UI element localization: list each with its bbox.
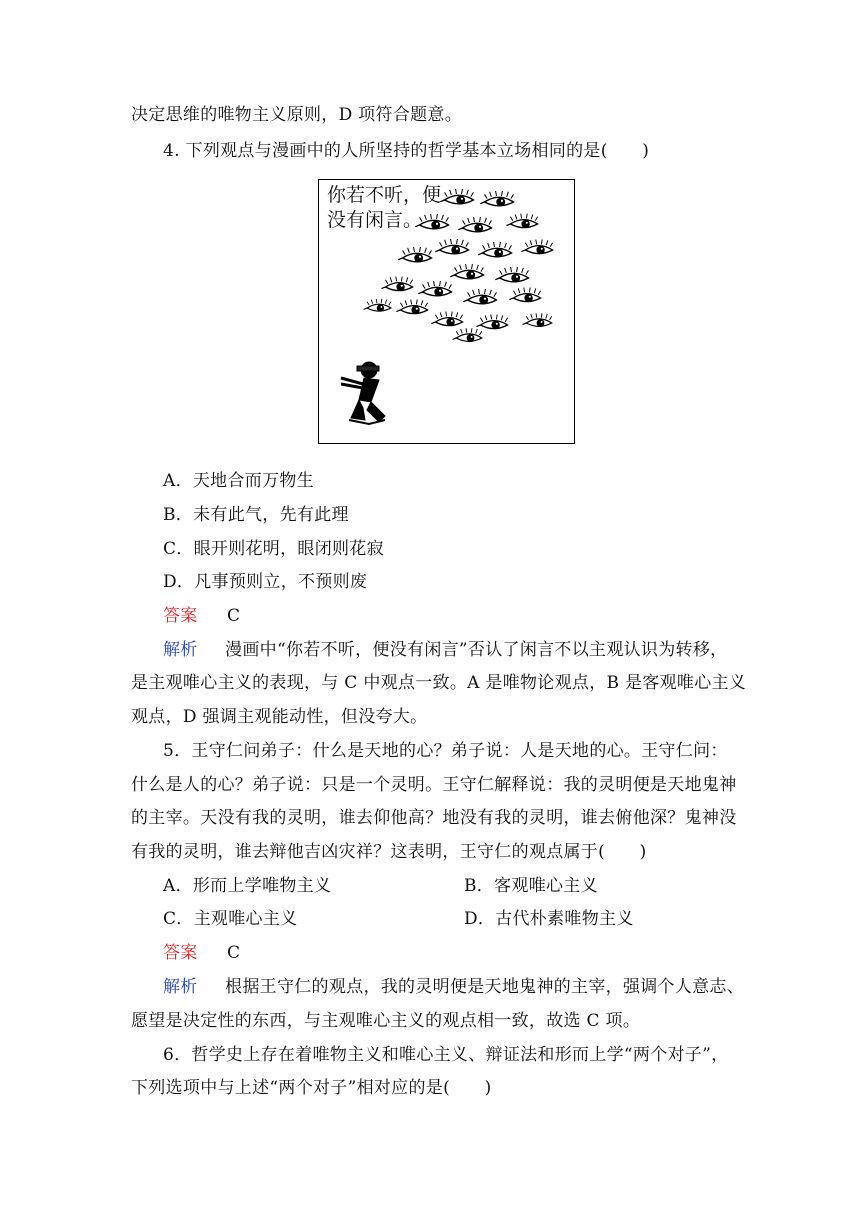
eyes-swarm [364,189,553,342]
blindfolded-figure [341,362,385,424]
q6-stem-line-2: 下列选项中与上述“两个对子”相对应的是( ) [131,1078,492,1098]
q5-analysis-line-2: 愿望是决定性的东西，与主观唯心主义的观点相一致，故选 C 项。 [131,1011,641,1031]
q4-cartoon [318,179,575,444]
q5-stem-line-3: 的主宰。天没有我的灵明，谁去仰他高？地没有我的灵明，谁去俯他深？鬼神没 [131,808,737,828]
answer-label: 答案 [163,606,198,626]
cartoon-illustration [319,180,573,442]
q5-answer-row [163,941,240,965]
q4-option-a: A．天地合而万物生 [163,471,314,491]
q4-analysis-line-3: 观点，D 强调主观能动性，但没夸大。 [131,707,428,727]
analysis-text: 漫画中“你若不听，便没有闲言”否认了闲言不以主观认识为转移， [225,640,728,660]
q5-stem-line-1: 5．王守仁问弟子：什么是天地的心？弟子说：人是天地的心。王守仁问： [163,741,728,761]
q5-option-c: C．主观唯心主义 [163,909,298,929]
answer-value: C [227,943,241,963]
cartoon-caption-line-2: 没有闲言。 [327,209,423,231]
q4-analysis-line-2: 是主观唯心主义的表现，与 C 中观点一致。A 是唯物论观点，B 是客观唯心主义 [131,673,747,693]
analysis-label: 解析 [163,640,198,660]
q4-option-d: D．凡事预则立，不预则废 [163,572,368,592]
q4-option-b: B．未有此气，先有此理 [163,505,349,525]
q4-answer-row [163,604,240,628]
analysis-text: 根据王守仁的观点，我的灵明便是天地鬼神的主宰，强调个人意志、 [225,977,745,997]
q4-stem: 4. 下列观点与漫画中的人所坚持的哲学基本立场相同的是( ) [163,141,650,161]
q5-option-b: B．客观唯心主义 [464,876,598,896]
analysis-label: 解析 [163,977,198,997]
q5-option-d: D．古代朴素唯物主义 [464,909,634,929]
previous-analysis-tail: 决定思维的唯物主义原则，D 项符合题意。 [131,105,463,125]
q6-stem-line-1: 6．哲学史上存在着唯物主义和唯心主义、辩证法和形而上学“两个对子”， [163,1045,729,1065]
cartoon-caption-line-1: 你若不听，便 [327,184,442,206]
q5-stem-line-2: 什么是人的心？弟子说：只是一个灵明。王守仁解释说：我的灵明便是天地鬼神 [131,775,737,795]
q4-option-c: C．眼开则花明，眼闭则花寂 [163,539,384,559]
answer-value: C [227,606,241,626]
answer-label: 答案 [163,943,198,963]
q5-stem-line-4: 有我的灵明，谁去辩他吉凶灾祥？这表明，王守仁的观点属于( ) [131,842,647,862]
q4-analysis-line-1 [163,638,727,662]
q5-analysis-line-1 [163,975,744,999]
q5-option-a: A．形而上学唯物主义 [163,876,332,896]
